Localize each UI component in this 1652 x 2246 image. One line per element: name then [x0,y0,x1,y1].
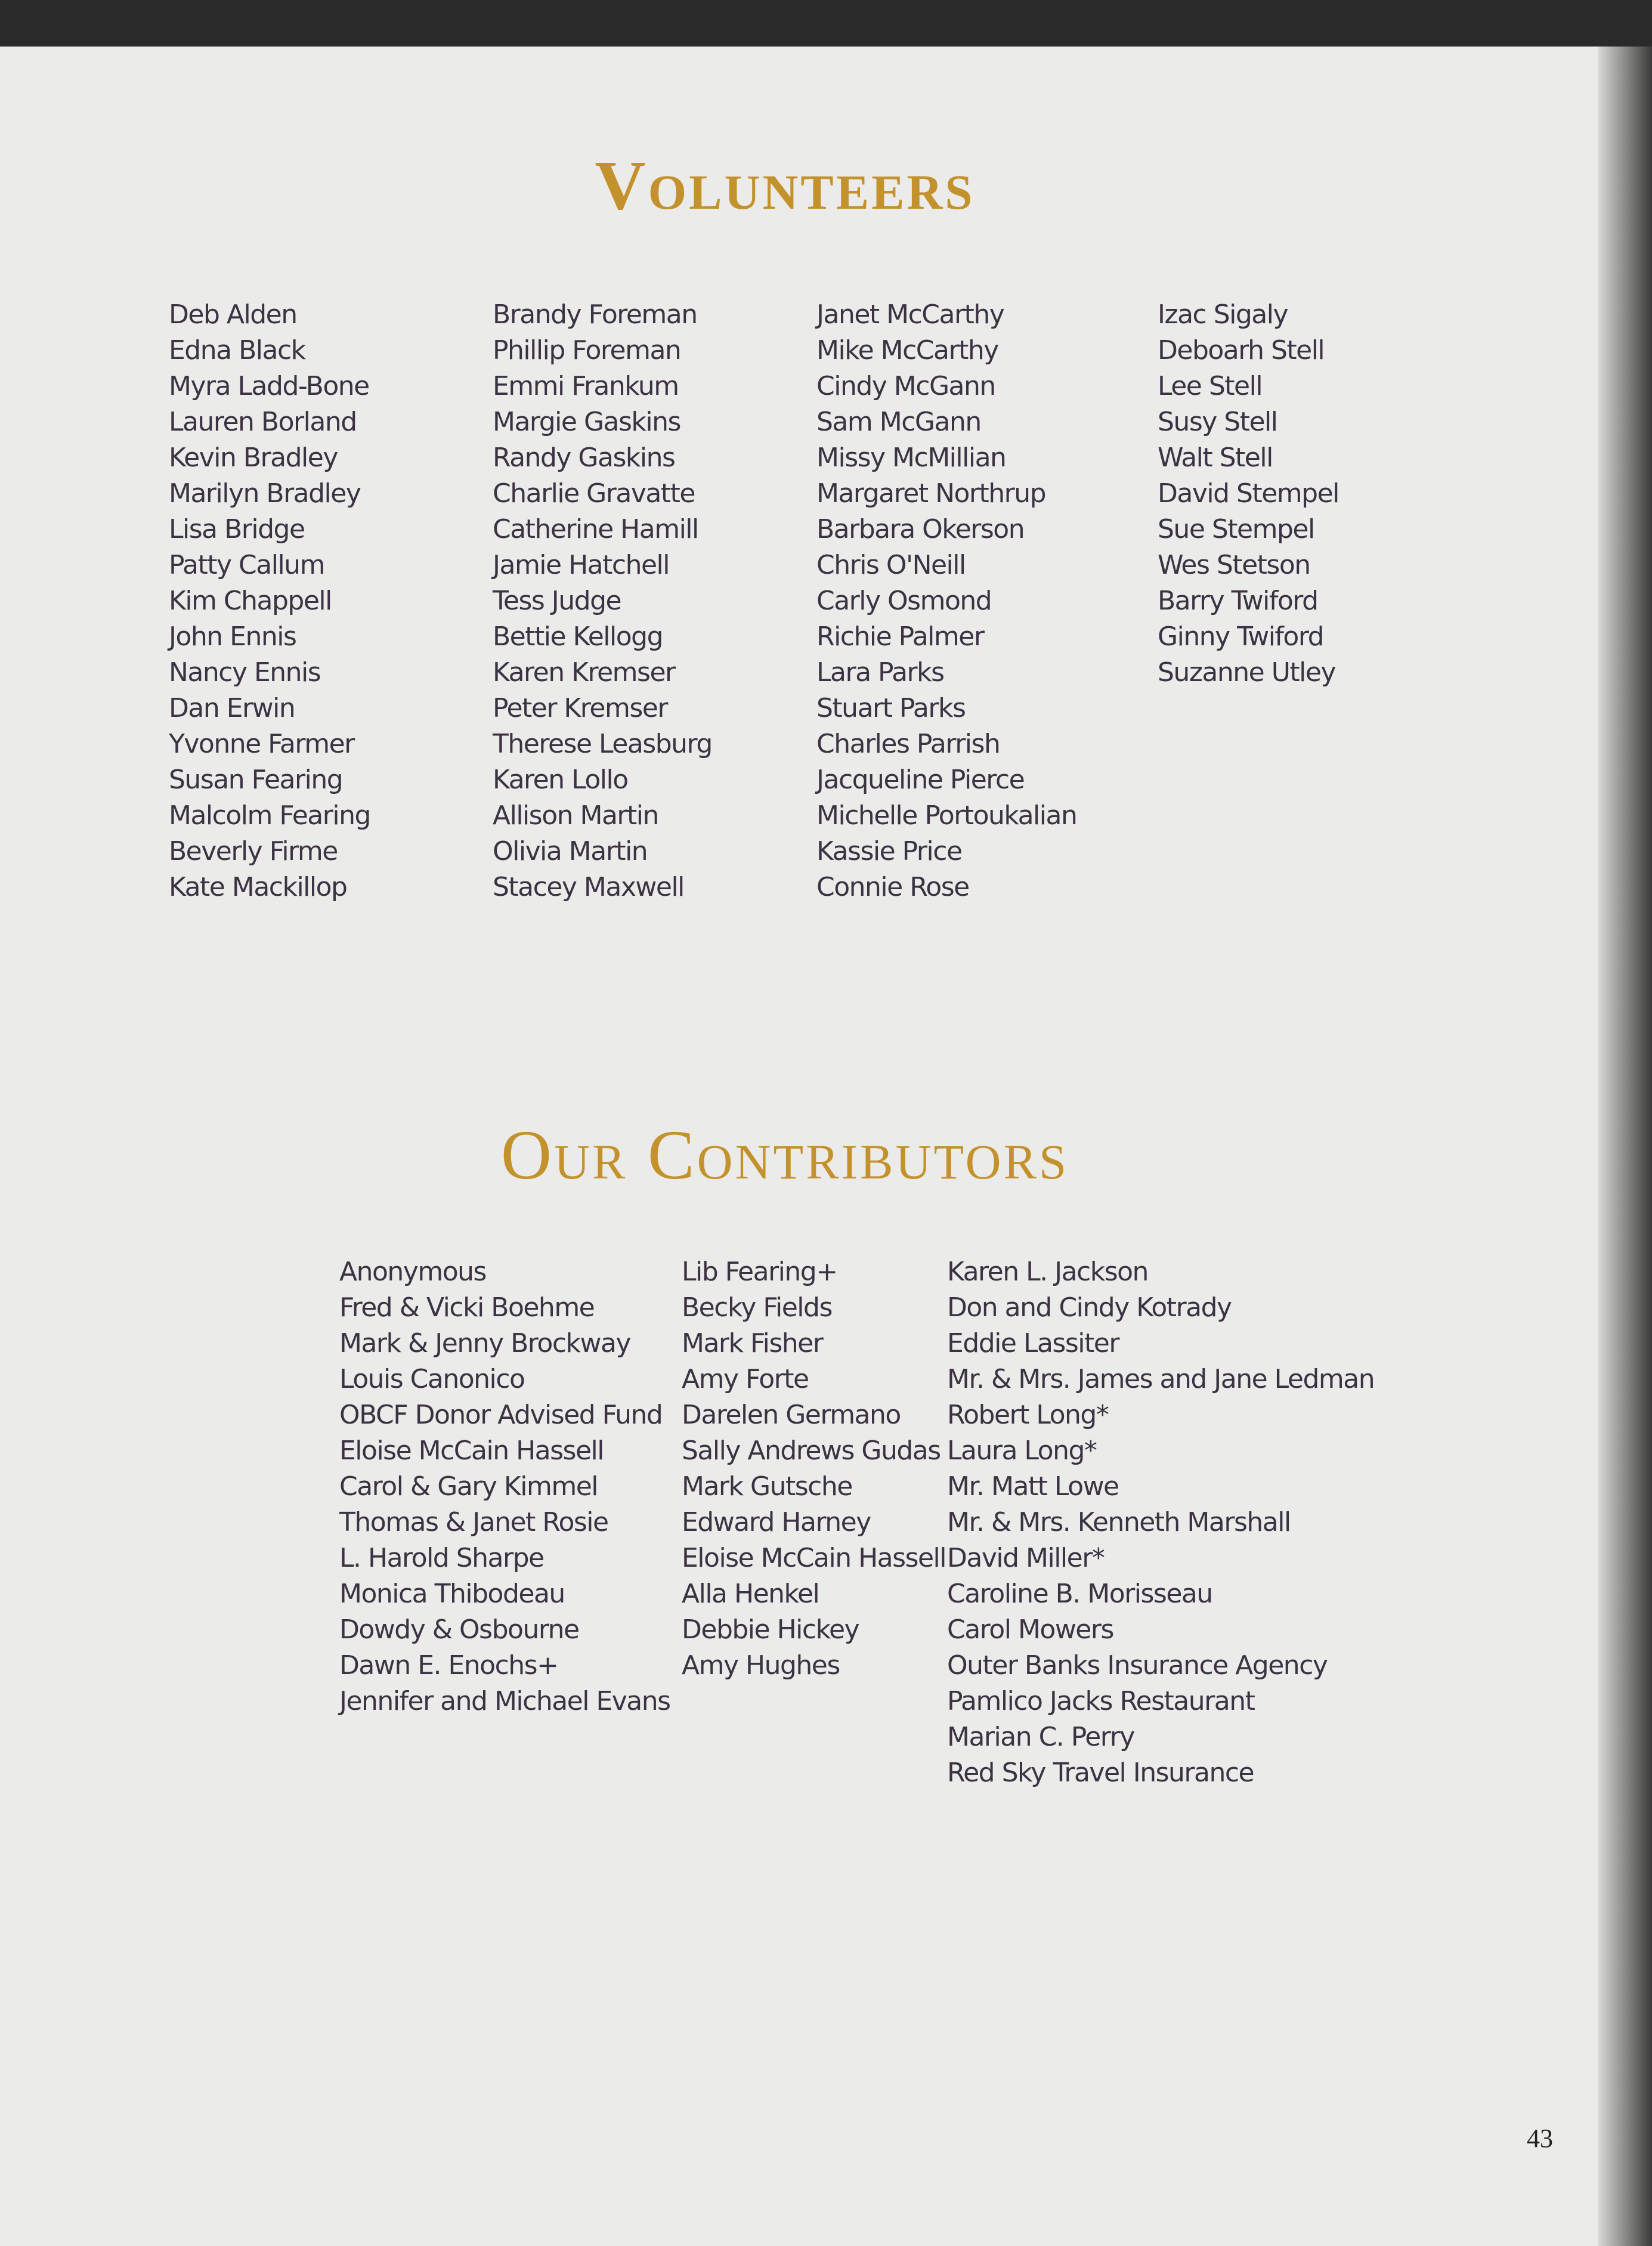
name-entry: Eddie Lassiter [947,1328,1119,1359]
name-entry: Darelen Germano [682,1400,901,1430]
page-number: 43 [1527,2124,1553,2153]
name-entry: Susy Stell [1158,407,1277,437]
name-entry: Amy Forte [682,1364,809,1394]
page-edge [1598,47,1652,2246]
volunteers-column-3 [816,297,1076,905]
name-entry: Barry Twiford [1158,586,1318,616]
name-entry: Malcolm Fearing [169,800,370,831]
name-entry: Robert Long* [947,1400,1109,1430]
name-entry: Sally Andrews Gudas [682,1436,941,1466]
name-entry: Lauren Borland [169,407,357,437]
name-entry: Jamie Hatchell [493,550,669,580]
name-entry: OBCF Donor Advised Fund [339,1400,663,1430]
name-entry: Debbie Hickey [682,1614,859,1645]
name-entry: Eloise McCain Hassell [682,1543,946,1573]
name-entry: Kevin Bradley [169,443,338,473]
name-entry: Amy Hughes [682,1650,840,1681]
name-entry: Mr. & Mrs. James and Jane Ledman [947,1364,1375,1394]
name-entry: Stacey Maxwell [493,872,684,902]
name-entry: Margaret Northrup [816,478,1046,509]
name-entry: Laura Long* [947,1436,1097,1466]
name-entry: Thomas & Janet Rosie [339,1507,608,1537]
name-entry: Izac Sigaly [1158,299,1288,330]
contributors-heading: Our Contributors [500,1116,1069,1194]
name-entry: Outer Banks Insurance Agency [947,1650,1328,1681]
name-entry: Louis Canonico [339,1364,525,1394]
name-entry: Missy McMillian [816,443,1006,473]
name-entry: Mr. Matt Lowe [947,1471,1119,1502]
name-entry: David Stempel [1158,478,1339,509]
name-entry: Lee Stell [1158,371,1263,401]
name-entry: Suzanne Utley [1158,657,1335,688]
name-entry: Jacqueline Pierce [816,765,1025,795]
name-entry: Phillip Foreman [493,335,681,366]
name-entry: Yvonne Farmer [169,729,354,759]
name-entry: Karen Kremser [493,657,675,688]
name-entry: Mark & Jenny Brockway [339,1328,631,1359]
volunteers-column-4 [1158,297,1339,691]
volunteers-heading: Volunteers [595,146,975,224]
name-entry: Tess Judge [493,586,621,616]
name-entry: Karen Lollo [493,765,628,795]
name-entry: Becky Fields [682,1292,832,1323]
name-entry: Karen L. Jackson [947,1257,1148,1287]
name-entry: Mark Fisher [682,1328,823,1359]
volunteers-column-2 [493,297,712,905]
name-entry: Anonymous [339,1257,486,1287]
name-entry: Edward Harney [682,1507,871,1537]
name-entry: Don and Cindy Kotrady [947,1292,1232,1323]
contributors-column-3 [947,1254,1374,1791]
name-entry: Connie Rose [816,872,969,902]
name-entry: Marilyn Bradley [169,478,361,509]
name-entry: Edna Black [169,335,305,366]
name-entry: Allison Martin [493,800,658,831]
volunteers-column-1 [169,297,370,905]
name-entry: Myra Ladd-Bone [169,371,369,401]
name-entry: Lisa Bridge [169,514,305,545]
name-entry: Pamlico Jacks Restaurant [947,1686,1255,1716]
name-entry: Charlie Gravatte [493,478,695,509]
name-entry: Dowdy & Osbourne [339,1614,579,1645]
name-entry: Mr. & Mrs. Kenneth Marshall [947,1507,1291,1537]
name-entry: Charles Parrish [816,729,1000,759]
name-entry: Randy Gaskins [493,443,675,473]
name-entry: Stuart Parks [816,693,966,723]
name-entry: Caroline B. Morisseau [947,1579,1212,1609]
name-entry: Peter Kremser [493,693,667,723]
name-entry: Emmi Frankum [493,371,679,401]
name-entry: David Miller* [947,1543,1105,1573]
name-entry: Lara Parks [816,657,944,688]
name-entry: Bettie Kellogg [493,621,663,652]
name-entry: Carly Osmond [816,586,992,616]
name-entry: L. Harold Sharpe [339,1543,544,1573]
name-entry: Patty Callum [169,550,324,580]
name-entry: Dan Erwin [169,693,295,723]
name-entry: Monica Thibodeau [339,1579,565,1609]
name-entry: Susan Fearing [169,765,343,795]
name-entry: Sue Stempel [1158,514,1314,545]
name-entry: Kim Chappell [169,586,332,616]
name-entry: Beverly Firme [169,836,338,867]
name-entry: Lib Fearing+ [682,1257,837,1287]
name-entry: Sam McGann [816,407,981,437]
name-entry: Michelle Portoukalian [816,800,1077,831]
name-entry: Fred & Vicki Boehme [339,1292,595,1323]
name-entry: Therese Leasburg [493,729,712,759]
name-entry: Alla Henkel [682,1579,819,1609]
contributors-column-1 [339,1254,670,1719]
name-entry: Marian C. Perry [947,1722,1134,1752]
name-entry: Brandy Foreman [493,299,697,330]
name-entry: Ginny Twiford [1158,621,1324,652]
name-entry: Barbara Okerson [816,514,1025,545]
name-entry: Margie Gaskins [493,407,680,437]
name-entry: Chris O'Neill [816,550,966,580]
contributors-column-2 [682,1254,946,1684]
name-entry: Mark Gutsche [682,1471,852,1502]
name-entry: Richie Palmer [816,621,984,652]
name-entry: Deb Alden [169,299,297,330]
name-entry: Nancy Ennis [169,657,321,688]
name-entry: Walt Stell [1158,443,1273,473]
name-entry: Olivia Martin [493,836,648,867]
name-entry: Catherine Hamill [493,514,698,545]
name-entry: Kassie Price [816,836,962,867]
name-entry: Cindy McGann [816,371,995,401]
name-entry: Kate Mackillop [169,872,347,902]
name-entry: Carol & Gary Kimmel [339,1471,598,1502]
name-entry: Wes Stetson [1158,550,1310,580]
name-entry: John Ennis [169,621,296,652]
name-entry: Dawn E. Enochs+ [339,1650,558,1681]
name-entry: Jennifer and Michael Evans [339,1686,670,1716]
name-entry: Janet McCarthy [816,299,1004,330]
name-entry: Mike McCarthy [816,335,998,366]
name-entry: Deboarh Stell [1158,335,1325,366]
name-entry: Eloise McCain Hassell [339,1436,604,1466]
name-entry: Carol Mowers [947,1614,1113,1645]
name-entry: Red Sky Travel Insurance [947,1758,1254,1788]
